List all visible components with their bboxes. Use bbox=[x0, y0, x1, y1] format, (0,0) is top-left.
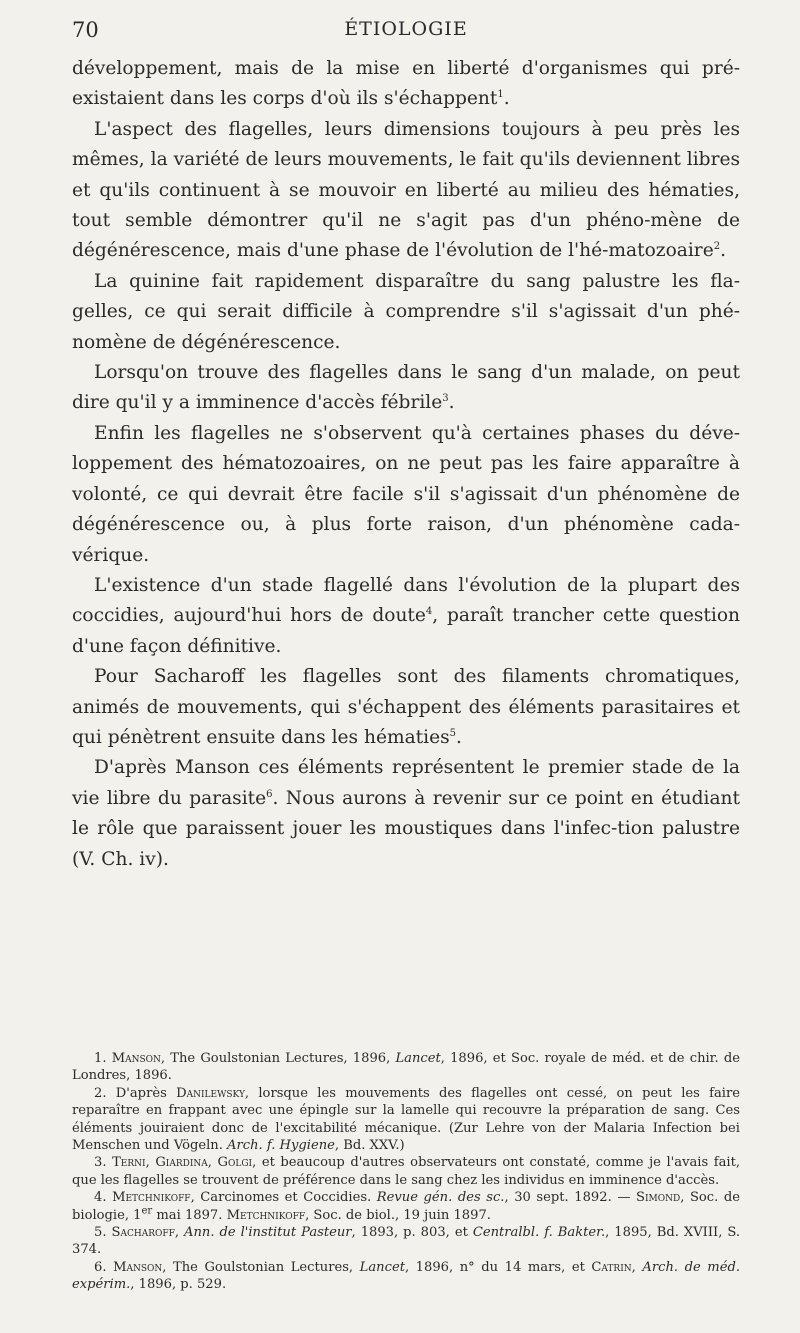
paragraph: D'après Manson ces éléments représentent le premier stade de la vie libre du parasite$^6$. Nous aurons à revenir sur ce point en étudiant le rôle que paraissent jouer les moustiques dans l'infec-tion palustre (V. Ch. iv). bbox=[72, 757, 740, 870]
footnote-ref: 6 bbox=[266, 788, 273, 800]
paragraph: Lorsqu'on trouve des flagelles dans le sang d'un malade, on peut dire qu'il y a imminence d'accès fébrile$^3$. bbox=[72, 362, 740, 414]
footnote-ref: 1 bbox=[497, 89, 504, 101]
book-page bbox=[72, 0, 741, 1293]
paragraph: développement, mais de la mise en liberté d'organismes qui pré-existaient dans les corps d'où ils s'échappent$^1$. bbox=[72, 58, 740, 110]
paragraph: L'aspect des flagelles, leurs dimensions toujours à peu près les mêmes, la variété de leurs mouvements, le fait qu'ils deviennent libres et qu'ils continuent à se mouvoir en liberté au milieu des hématies, tout semble démontrer qu'il ne s'agit pas d'un phéno-mène de dégénérescence, mais d'une phase de l'évolution de l'hé-matozoaire$^2$. bbox=[72, 118, 740, 262]
footnote-ref: 3 bbox=[442, 393, 449, 405]
footnotes bbox=[72, 1050, 740, 1294]
running-head: ÉTIOLOGIE bbox=[344, 18, 468, 40]
footnote-3: 3. Terni, Giardina, Golgi, et beaucoup d'autres observateurs ont constaté, comme je l'avais fait, que les flagelles se trouvent de préférence dans le sang chez les individus en imminence d'accès. bbox=[72, 1155, 741, 1188]
footnote-5: 5. Sacharoff, Ann. de l'institut Pasteur, 1893, p. 803, et Centralbl. f. Bakter., 1895, Bd. XVIII, S. 374. bbox=[72, 1225, 741, 1258]
page-header bbox=[72, 0, 740, 48]
footnote-ref: 2 bbox=[713, 241, 721, 253]
paragraph: L'existence d'un stade flagellé dans l'évolution de la plupart des coccidies, aujourd'hui hors de doute$^4$, paraît trancher cette question d'une façon définitive. bbox=[72, 574, 740, 657]
footnote-ref: 5 bbox=[449, 727, 457, 739]
paragraph: Pour Sacharoff les flagelles sont des filaments chromatiques, animés de mouvements, qui s'échappent des éléments parasitaires et qui pénètrent ensuite dans les hématies$^5$. bbox=[72, 666, 740, 748]
paragraph: La quinine fait rapidement disparaître du sang palustre les fla-gelles, ce qui serait difficile à comprendre s'il s'agissait d'un phé-nomène de dégénérescence. bbox=[72, 270, 740, 353]
footnote-6: 6. Manson, The Goulstonian Lectures, Lancet, 1896, n° du 14 mars, et Catrin, Arch. de méd. expérim., 1896, p. 529. bbox=[72, 1259, 741, 1293]
main-text bbox=[72, 54, 740, 875]
footnote-ref: 4 bbox=[425, 606, 433, 618]
footnote-1: 1. Manson, The Goulstonian Lectures, 1896, Lancet, 1896, et Soc. royale de méd. et de chir. de Londres, 1896. bbox=[72, 1051, 740, 1084]
footnote-4: 4. Metchnikoff, Carcinomes et Coccidies. Revue gén. des sc., 30 sept. 1892. — Simond, Soc. de biologie, 1er mai 1897. Metchnikoff, Soc. de biol., 19 juin 1897. bbox=[72, 1190, 740, 1223]
footnote-2: 2. D'après Danilewsky, lorsque les mouvements des flagelles ont cessé, on peut les faire reparaître en frappant avec une épingle sur la lamelle qui recouvre la préparation de sang. Ces éléments jouiraient donc de l'excitabilité mécanique. (Zur Lehre von der Malaria Infection bei Menschen und Vögeln. Arch. f. Hygiene, Bd. XXV.) bbox=[72, 1085, 740, 1154]
page-number: 70 bbox=[72, 18, 99, 42]
paragraph: Enfin les flagelles ne s'observent qu'à certaines phases du déve-loppement des hématozoaires, on ne peut pas les faire apparaître à volonté, ce qui devrait être facile s'il s'agissait d'un phénomène de dégénérescence ou, à plus forte raison, d'un phénomène cada-vérique. bbox=[72, 422, 740, 566]
